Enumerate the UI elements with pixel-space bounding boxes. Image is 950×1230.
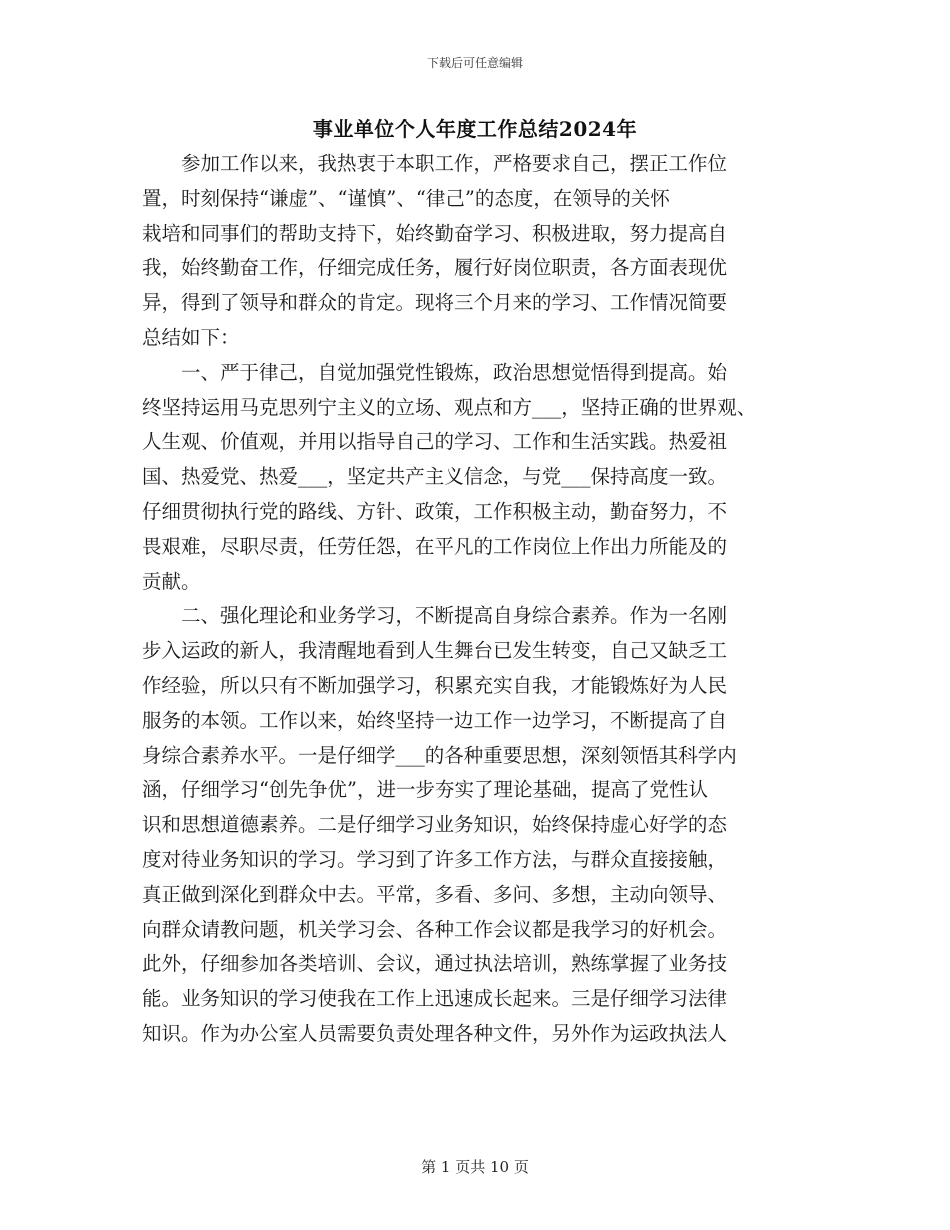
body-line: 畏艰难，尽职尽责，任劳任怨，在平凡的工作岗位上作出力所能及的	[142, 534, 728, 558]
document-body	[142, 147, 822, 1052]
page-footer: 第 1 页共 10 页	[421, 1158, 529, 1176]
body-line: 参加工作以来，我热衷于本职工作，严格要求自己，摆正工作位	[142, 152, 728, 175]
body-line: 步入运政的新人，我清醒地看到人生舞台已发生转变，自己又缺乏工	[142, 639, 728, 663]
body-line: 总结如下：	[142, 325, 240, 349]
body-line: 人生观、价值观，并用以指导自己的学习、工作和生活实践。热爱祖	[142, 430, 728, 454]
body-line: 此外，仔细参加各类培训、会议，通过执法培训，熟练掌握了业务技	[142, 952, 728, 976]
body-line: 二、强化理论和业务学习，不断提高自身综合素养。作为一名刚	[142, 604, 728, 628]
body-line: 服务的本领。工作以来，始终坚持一边工作一边学习，不断提高了自	[142, 708, 728, 732]
body-line: 作经验，所以只有不断加强学习，积累充实自我，才能锻炼好为人民	[142, 673, 728, 697]
body-line: 置，时刻保持“谦虚”、“谨慎”、“律己”的态度，在领导的关怀	[142, 186, 670, 210]
body-line: 能。业务知识的学习使我在工作上迅速成长起来。三是仔细学习法律	[142, 987, 728, 1011]
document-title: 事业单位个人年度工作总结2024年	[312, 117, 638, 141]
body-line: 一、严于律己，自觉加强党性锻炼，政治思想觉悟得到提高。始	[142, 360, 728, 384]
body-line: 异，得到了领导和群众的肯定。现将三个月来的学习、工作情况简要	[142, 291, 728, 315]
body-line: 国、热爱党、热爱___，坚定共产主义信念，与党___保持高度一致。	[142, 465, 728, 489]
body-line: 终坚持运用马克思列宁主义的立场、观点和方___，坚持正确的世界观、	[142, 395, 757, 419]
body-line: 仔细贯彻执行党的路线、方针、政策，工作积极主动，勤奋努力，不	[142, 499, 728, 523]
body-line: 真正做到深化到群众中去。平常，多看、多问、多想，主动向领导、	[142, 882, 728, 906]
body-line: 知识。作为办公室人员需要负责处理各种文件，另外作为运政执法人	[142, 1021, 728, 1045]
body-line: 贡献。	[142, 569, 201, 593]
body-line: 识和思想道德素养。二是仔细学习业务知识，始终保持虚心好学的态	[142, 813, 728, 837]
body-line: 我，始终勤奋工作，仔细完成任务，履行好岗位职责，各方面表现优	[142, 256, 728, 280]
body-line: 涵，仔细学习“创先争优”，进一步夯实了理论基础，提高了党性认	[142, 778, 708, 802]
header-note: 下载后可任意编辑	[426, 56, 523, 70]
body-line: 身综合素养水平。一是仔细学___的各种重要思想，深刻领悟其科学内	[142, 743, 737, 767]
body-line: 栽培和同事们的帮助支持下，始终勤奋学习、积极进取，努力提高自	[142, 221, 728, 245]
body-line: 度对待业务知识的学习。学习到了许多工作方法，与群众直接接触，	[142, 847, 728, 871]
body-line: 向群众请教问题，机关学习会、各种工作会议都是我学习的好机会。	[142, 917, 728, 941]
